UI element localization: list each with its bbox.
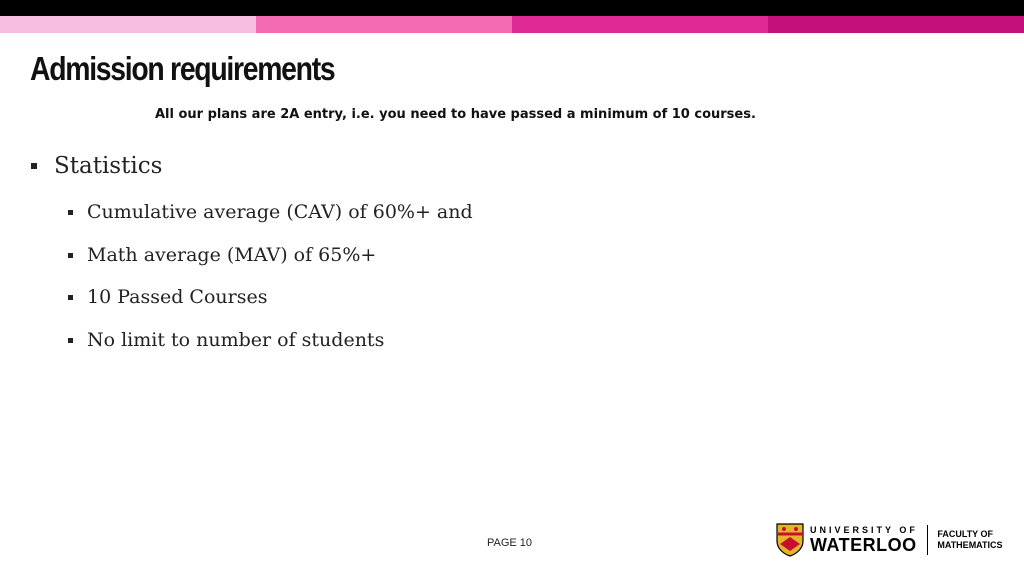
square-bullet-icon	[68, 295, 73, 300]
color-stripe-bar	[0, 16, 1024, 33]
crest-icon	[776, 523, 804, 557]
waterloo-label: WATERLOO	[810, 535, 917, 555]
slide-subtitle: All our plans are 2A entry, i.e. you need to have passed a minimum of 10 courses.	[155, 107, 756, 122]
square-bullet-icon	[68, 253, 73, 258]
sub-bullet-text: 10 Passed Courses	[87, 286, 268, 308]
top-black-bar	[0, 0, 1024, 16]
page-number: PAGE 10	[487, 537, 533, 549]
university-logo	[776, 522, 1003, 558]
square-bullet-icon	[31, 163, 37, 169]
square-bullet-icon	[68, 210, 73, 215]
sub-bullet-limit	[68, 329, 384, 351]
sub-bullet-cav	[68, 201, 473, 223]
faculty-line-2: MATHEMATICS	[937, 540, 1003, 550]
stripe-4	[768, 16, 1024, 33]
stripe-3	[512, 16, 768, 33]
square-bullet-icon	[68, 338, 73, 343]
sub-bullet-courses	[68, 286, 267, 308]
sub-bullet-text: Cumulative average (CAV) of 60%+ and	[87, 201, 473, 223]
university-of-label: UNIVERSITY OF	[810, 525, 918, 535]
faculty-line-1: FACULTY OF	[937, 529, 994, 539]
sub-bullet-text: Math average (MAV) of 65%+	[87, 244, 377, 266]
logo-divider	[927, 525, 929, 555]
bullet-text: Statistics	[54, 153, 163, 179]
stripe-1	[0, 16, 256, 33]
sub-bullet-mav	[68, 244, 376, 266]
stripe-2	[256, 16, 512, 33]
slide-title: Admission requirements	[30, 50, 335, 87]
bullet-statistics	[31, 153, 162, 179]
sub-bullet-text: No limit to number of students	[87, 329, 385, 351]
